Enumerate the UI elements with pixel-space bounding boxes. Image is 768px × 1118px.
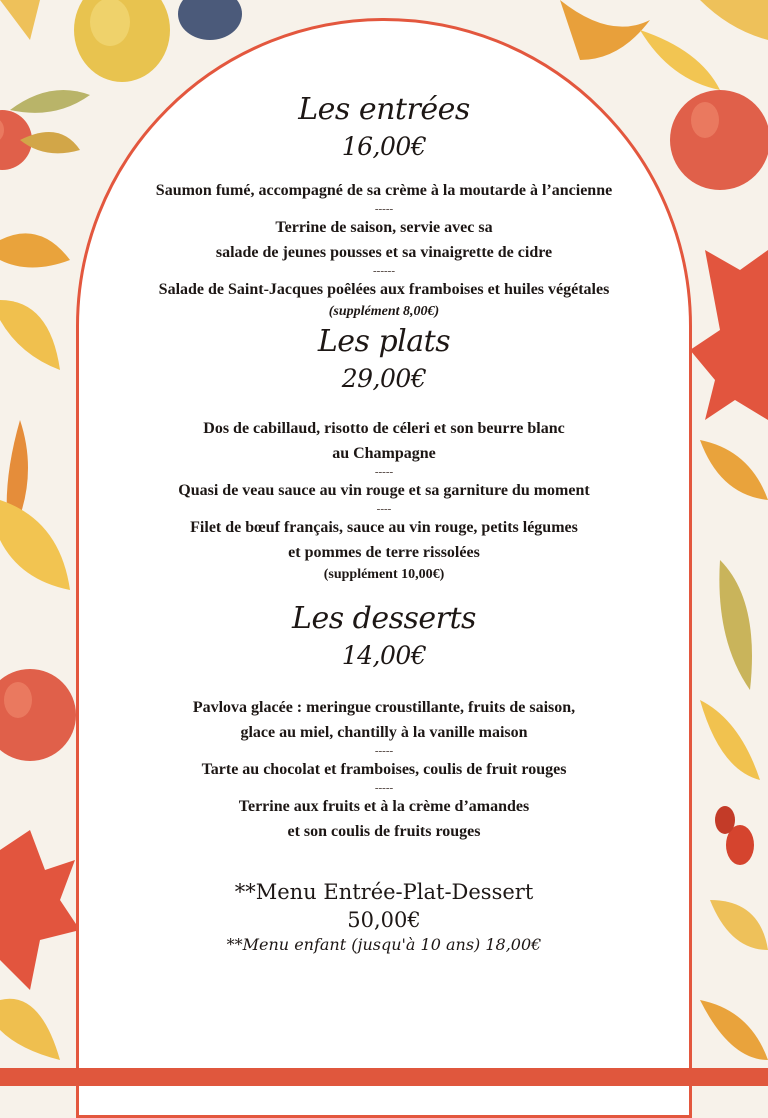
dish-saumon: Saumon fumé, accompagné de sa crème à la moutarde à l’ancienne — [155, 182, 613, 199]
dish-filet-boeuf-line1: Filet de bœuf français, sauce au vin rouge, petits légumes — [190, 519, 578, 536]
section-price-entrees: 16,00€ — [341, 132, 427, 161]
supplement-entrees: (supplément 8,00€) — [328, 304, 440, 319]
bottom-band — [0, 1068, 768, 1086]
supplement-plats: (supplément 10,00€) — [323, 567, 445, 582]
leaf-icon — [0, 420, 70, 590]
separator: ----- — [374, 745, 394, 757]
menu-formule: **Menu Entrée-Plat-Dessert — [234, 880, 534, 904]
dish-quasi-veau: Quasi de veau sauce au vin rouge et sa garniture du moment — [178, 482, 590, 499]
section-title-plats: Les plats — [317, 324, 451, 359]
leaf-icon — [700, 900, 768, 1060]
leaf-icon — [0, 233, 70, 370]
menu-content — [76, 0, 692, 956]
separator: ----- — [374, 466, 394, 478]
leaf-icon — [0, 0, 40, 40]
dish-tarte-chocolat: Tarte au chocolat et framboises, coulis de fruit rouges — [201, 761, 567, 778]
separator: ------ — [373, 265, 395, 277]
section-title-desserts: Les desserts — [292, 601, 476, 636]
menu-enfant: **Menu enfant (jusqu'à 10 ans) 18,00€ — [226, 935, 542, 954]
separator: ----- — [374, 203, 394, 215]
dish-saint-jacques: Salade de Saint-Jacques poêlées aux framboises et huiles végétales — [158, 281, 610, 298]
maple-leaf-icon — [0, 830, 80, 990]
dish-terrine-line2: salade de jeunes pousses et sa vinaigrette de cidre — [215, 244, 553, 261]
leaf-icon — [700, 440, 768, 780]
dish-terrine-fruits-line2: et son coulis de fruits rouges — [287, 823, 481, 840]
dish-terrine-line1: Terrine de saison, servie avec sa — [275, 219, 493, 236]
rosehip-icon — [715, 806, 754, 865]
separator: ----- — [374, 782, 394, 794]
separator: ---- — [376, 503, 392, 515]
dish-filet-boeuf-line2: et pommes de terre rissolées — [288, 544, 480, 561]
dish-pavlova-line2: glace au miel, chantilly à la vanille maison — [240, 724, 528, 741]
leaf-icon — [0, 999, 60, 1060]
apple-icon — [0, 669, 76, 761]
section-price-plats: 29,00€ — [341, 364, 427, 393]
menu-formule-price: 50,00€ — [347, 908, 421, 932]
section-price-desserts: 14,00€ — [341, 641, 427, 670]
dish-terrine-fruits-line1: Terrine aux fruits et à la crème d’amandes — [238, 798, 530, 815]
maple-leaf-icon — [690, 250, 768, 420]
section-title-entrees: Les entrées — [298, 92, 470, 127]
dish-cabillaud-line1: Dos de cabillaud, risotto de céleri et son beurre blanc — [203, 420, 565, 437]
dish-pavlova-line1: Pavlova glacée : meringue croustillante, fruits de saison, — [192, 699, 576, 716]
dish-cabillaud-line2: au Champagne — [332, 445, 436, 462]
